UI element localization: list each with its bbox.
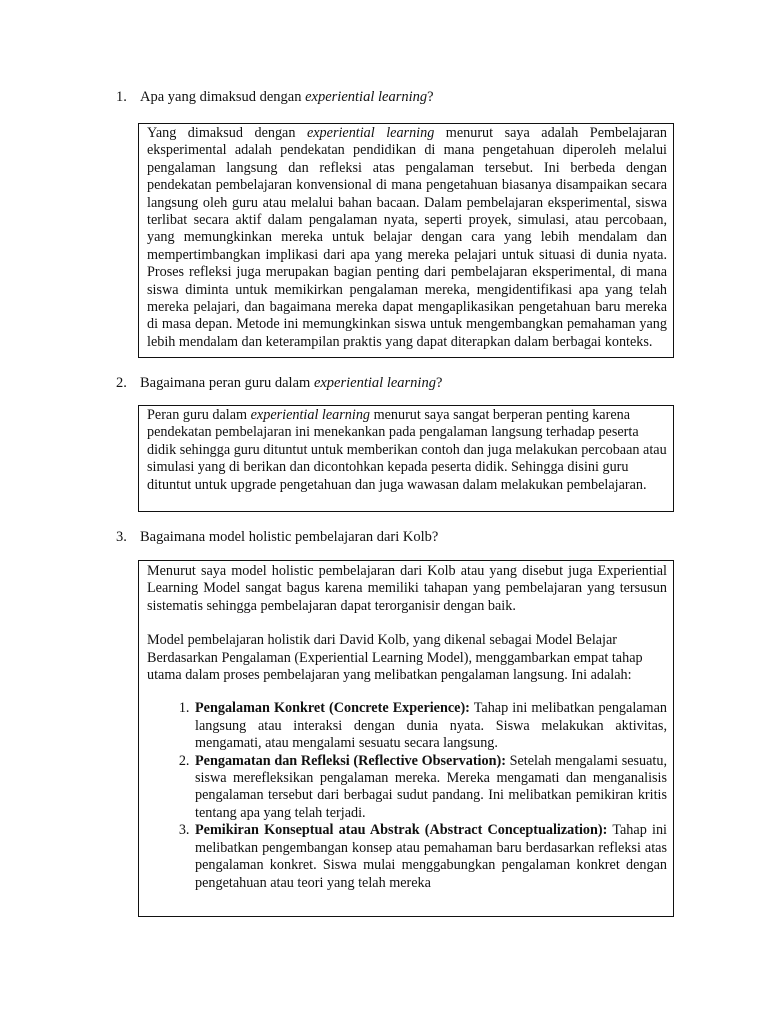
question-text: Apa yang dimaksud dengan: [140, 89, 306, 105]
answer-3-paragraph-1: Menurut saya model holistic pembelajaran dari Kolb atau yang disebut juga Experiential Learning Model sangat bagus karena memiliki tahapan yang pembelajaran yang tersusun sistematis sehingga pembelajaran dapat terorganisir dengan baik.: [147, 563, 667, 614]
step-text: Tahap ini melibatkan pengalaman langsung atau interaksi dengan dunia nyata. Siswa melakukan aktivitas, mengamati, atau mengalami sesuatu secara langsung.: [195, 700, 667, 752]
step-text: Setelah mengalami sesuatu, siswa merefleksikan pengalaman mereka. Mereka mengamati dan menganalisis pengalaman tersebut dari berbagai sudut pandang. Ini melibatkan pemikiran kritis tentang apa yang telah terjadi.: [195, 752, 668, 821]
answer-box-3: [138, 560, 674, 917]
question-mark: ?: [435, 375, 443, 391]
question-number: 3.: [116, 529, 127, 545]
list-item: [193, 753, 667, 823]
step-text: Tahap ini melibatkan pengembangan konsep atau pemahaman baru berdasarkan refleksi atas pengalaman konkret. Siswa mulai menggabungkan pengalaman konkret dengan pengetahuan atau teori yang telah mereka: [195, 822, 667, 891]
answer-emphasis: experiential learning: [250, 407, 371, 423]
question-1: [116, 88, 434, 106]
answer-body: menurut saya adalah Pembelajaran eksperimental adalah pendekatan pendidikan di mana pengetahuan diperoleh melalui pengalaman langsung dan refleksi atas pengalaman tersebut. Ini berbeda dengan pendekatan pembelajaran konvensional di mana pengetahuan biasanya disampaikan secara langsung oleh guru atau melalui bahan bacaan. Dalam pembelajaran eksperimental, siswa terlibat secara aktif dalam pengalaman nyata, seperti proyek, simulasi, atau percobaan, yang memungkinkan mereka untuk belajar dengan cara yang lebih mendalam dan mempertimbangkan implikasi dari apa yang mereka pelajari untuk situasi di dunia nyata. Proses refleksi juga merupakan bagian penting dari pembelajaran eksperimental, di mana siswa diminta untuk memikirkan pengalaman mereka, mengidentifikasi apa yang telah mereka pelajari, dan bagaimana mereka dapat mengaplikasikan pengetahuan baru mereka di masa depan. Metode ini memungkinkan siswa untuk mengembangkan pemahaman yang lebih mendalam dan keterampilan praktis yang dapat diterapkan dalam berbagai konteks.: [147, 125, 668, 350]
question-3: [116, 528, 438, 546]
question-2: [116, 374, 442, 392]
question-number: 2.: [116, 375, 127, 391]
question-mark: ?: [427, 89, 434, 105]
kolb-steps-list: [147, 700, 667, 891]
answer-emphasis: experiential learning: [306, 125, 435, 141]
answer-body: menurut saya sangat berperan penting karena pendekatan pembelajaran ini menekankan pada pengalaman langsung terhadap peserta didik sehingga guru dituntut untuk memberikan contoh dan juga melakukan percobaan atau simulasi yang di berikan dan dicontohkan kepada peserta didik. Sehingga disini guru dituntut untuk upgrade pengetahuan dan juga wawasan dalam melakukan pembelajaran.: [147, 407, 667, 493]
answer-1-text: [147, 125, 667, 351]
step-title: Pemikiran Konseptual atau Abstrak (Abstract Conceptualization):: [195, 822, 608, 839]
answer-2-text: [147, 407, 667, 494]
list-item: [193, 700, 667, 752]
question-emphasis: experiential learning: [313, 375, 436, 391]
list-item: [193, 822, 667, 892]
answer-lead: Yang dimaksud dengan: [147, 125, 307, 141]
step-title: Pengalaman Konkret (Concrete Experience):: [195, 700, 470, 717]
answer-box-2: [138, 405, 674, 512]
question-text: Bagaimana model holistic pembelajaran dari Kolb?: [140, 529, 439, 545]
question-emphasis: experiential learning: [305, 89, 428, 105]
question-text: Bagaimana peran guru dalam: [140, 375, 314, 391]
step-title: Pengamatan dan Refleksi (Reflective Observation):: [195, 752, 506, 769]
answer-box-1: [138, 123, 674, 358]
answer-3-paragraph-2: Model pembelajaran holistik dari David Kolb, yang dikenal sebagai Model Belajar Berdasarkan Pengalaman (Experiential Learning Model), menggambarkan empat tahap utama dalam proses pembelajaran yang melibatkan pengalaman langsung. Ini adalah:: [147, 632, 643, 684]
question-number: 1.: [116, 89, 127, 105]
answer-lead: Peran guru dalam: [147, 407, 251, 423]
